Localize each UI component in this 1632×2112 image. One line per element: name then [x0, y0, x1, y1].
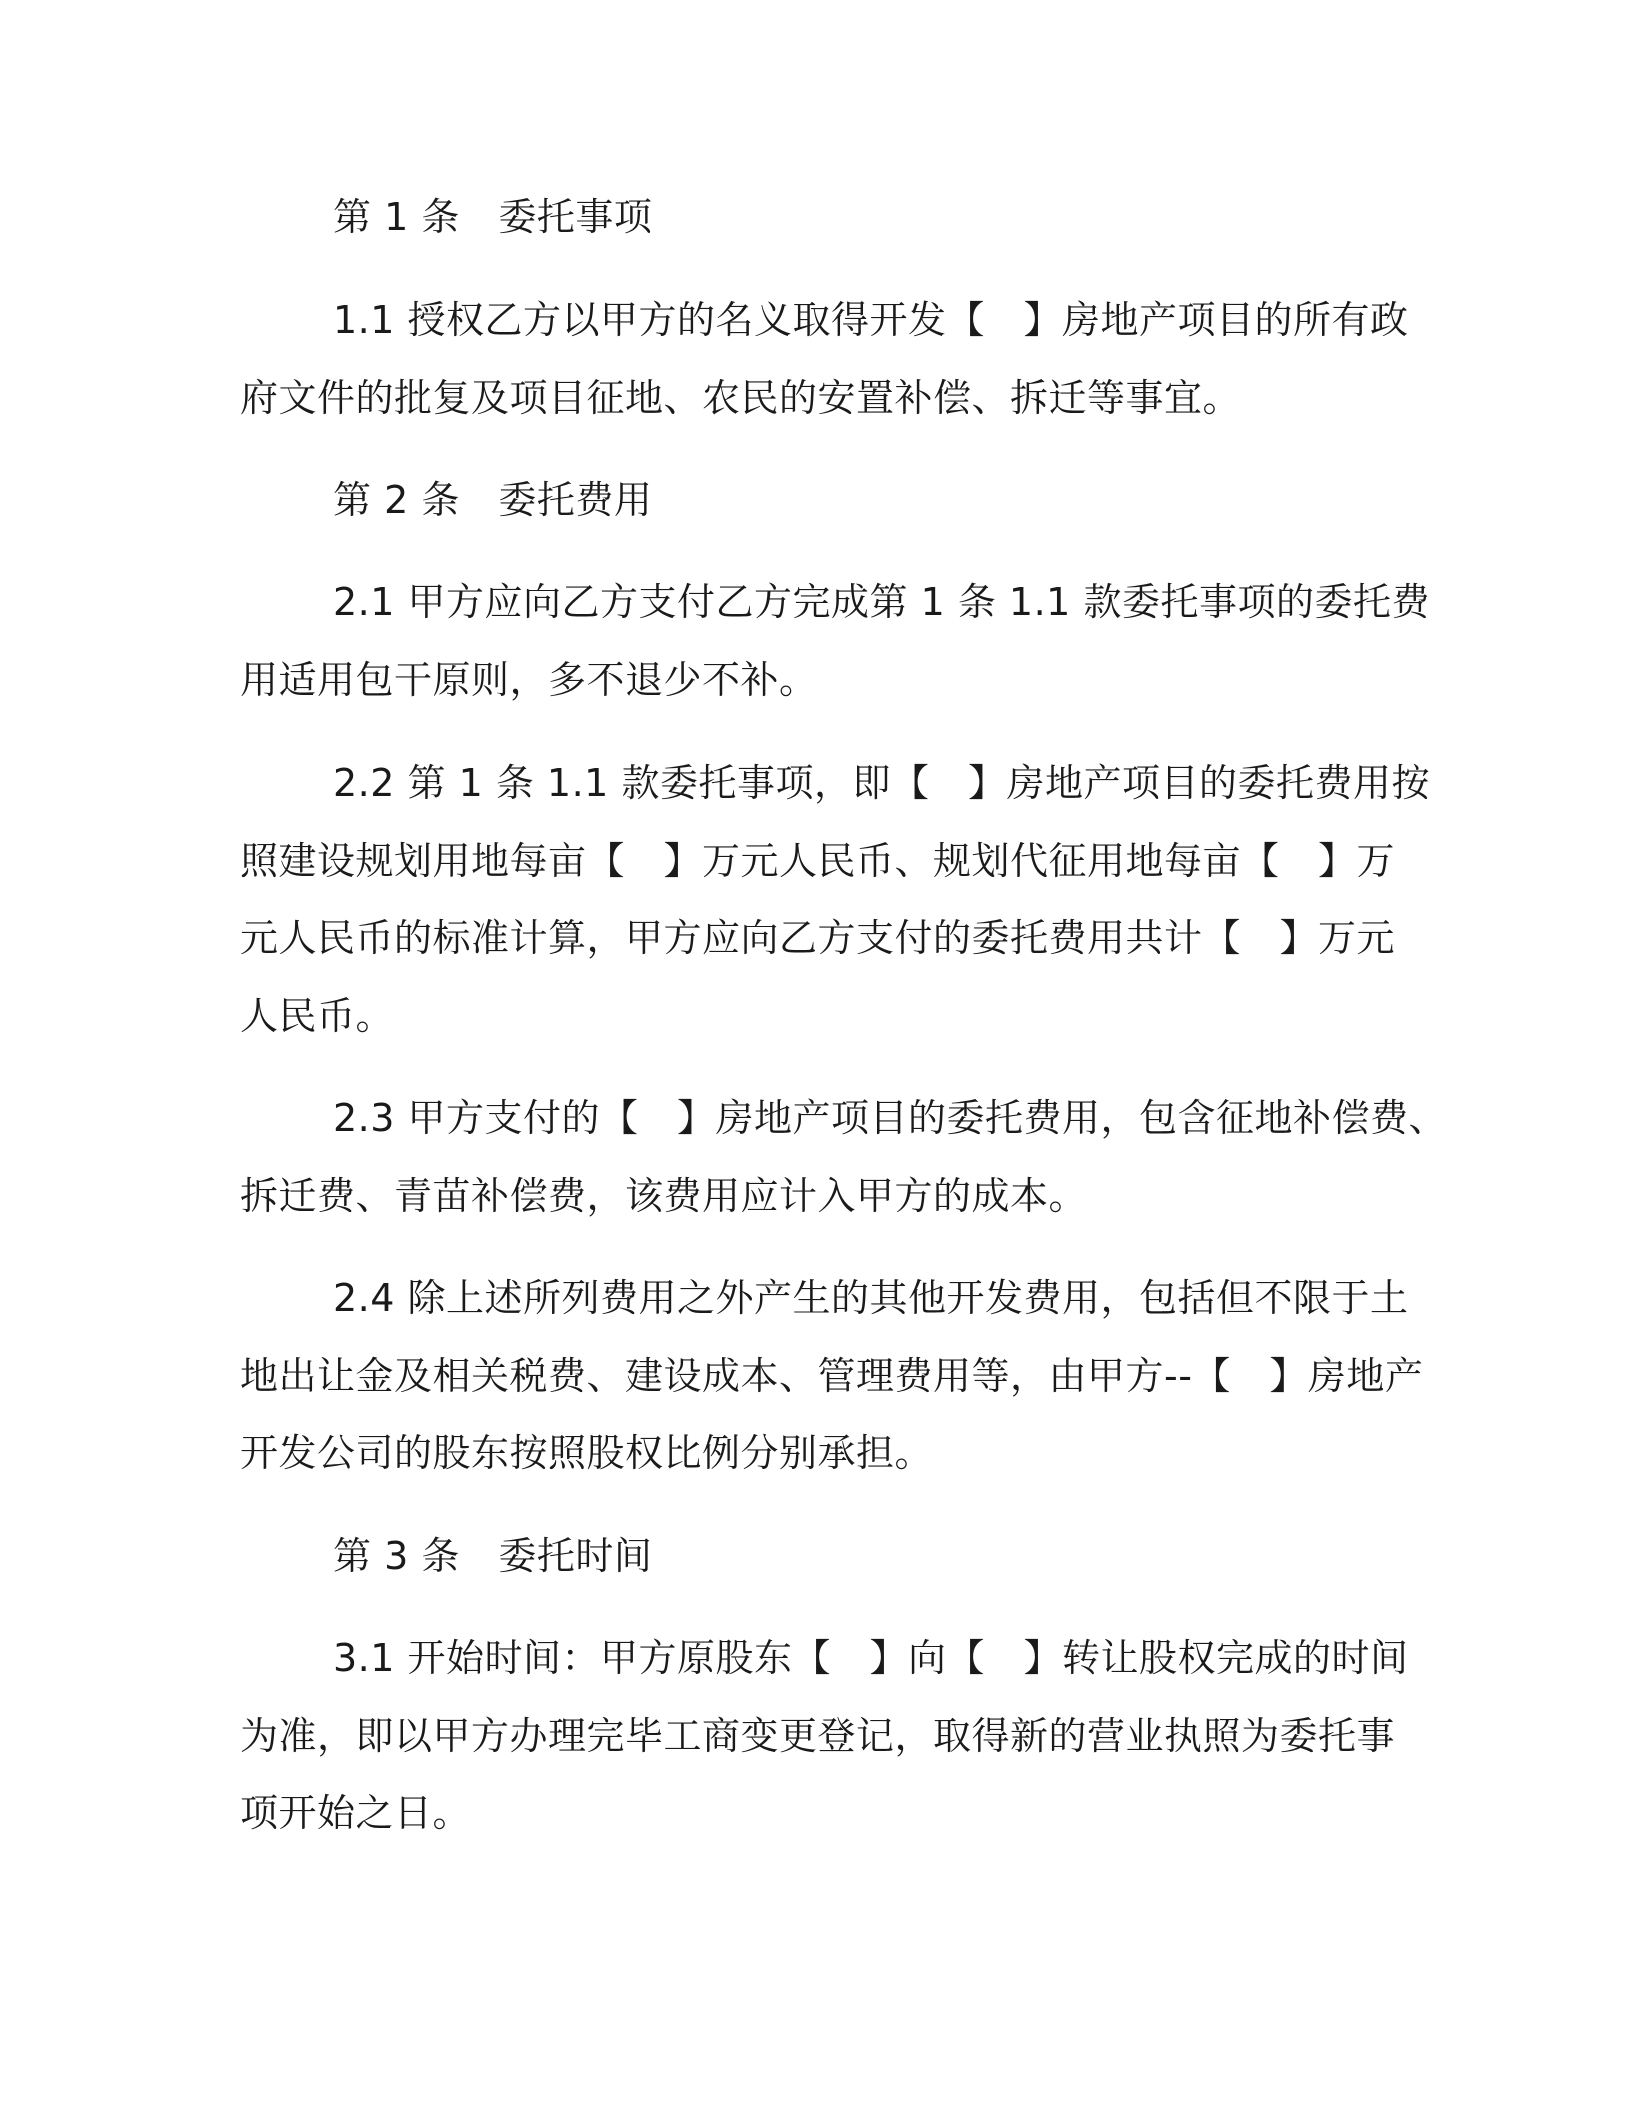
clause-2-2-line-2: 照建设规划用地每亩【 】万元人民币、规划代征用地每亩【 】万	[240, 839, 1396, 883]
clause-2-2-line-3: 元人民币的标准计算，甲方应向乙方支付的委托费用共计【 】万元	[240, 916, 1396, 960]
article-3-heading: 第 3 条 委托时间	[333, 1534, 653, 1578]
clause-2-4-line-3: 开发公司的股东按照股权比例分别承担。	[240, 1431, 934, 1475]
clause-2-1-line-1: 2.1 甲方应向乙方支付乙方完成第 1 条 1.1 款委托事项的委托费	[333, 580, 1430, 624]
clause-2-3-line-1: 2.3 甲方支付的【 】房地产项目的委托费用，包含征地补偿费、	[333, 1096, 1448, 1140]
clause-2-2-line-1: 2.2 第 1 条 1.1 款委托事项，即【 】房地产项目的委托费用按	[333, 761, 1430, 805]
clause-3-1-line-1: 3.1 开始时间：甲方原股东【 】向【 】转让股权完成的时间	[333, 1636, 1409, 1680]
clause-3-1-line-2: 为准，即以甲方办理完毕工商变更登记，取得新的营业执照为委托事	[240, 1714, 1396, 1758]
clause-1-1-line-2: 府文件的批复及项目征地、农民的安置补偿、拆迁等事宜。	[240, 376, 1242, 420]
clause-2-1-line-2: 用适用包干原则，多不退少不补。	[240, 658, 818, 702]
clause-2-4-line-2: 地出让金及相关税费、建设成本、管理费用等，由甲方--【 】房地产	[240, 1354, 1424, 1398]
clause-3-1-line-3: 项开始之日。	[240, 1791, 472, 1835]
clause-2-4-line-1: 2.4 除上述所列费用之外产生的其他开发费用，包括但不限于土	[333, 1276, 1409, 1320]
clause-1-1-line-1: 1.1 授权乙方以甲方的名义取得开发【 】房地产项目的所有政	[333, 298, 1409, 342]
clause-2-3-line-2: 拆迁费、青苗补偿费，该费用应计入甲方的成本。	[240, 1174, 1088, 1218]
article-1-heading: 第 1 条 委托事项	[333, 195, 653, 239]
article-2-heading: 第 2 条 委托费用	[333, 478, 653, 522]
clause-2-2-line-4: 人民币。	[240, 994, 395, 1038]
